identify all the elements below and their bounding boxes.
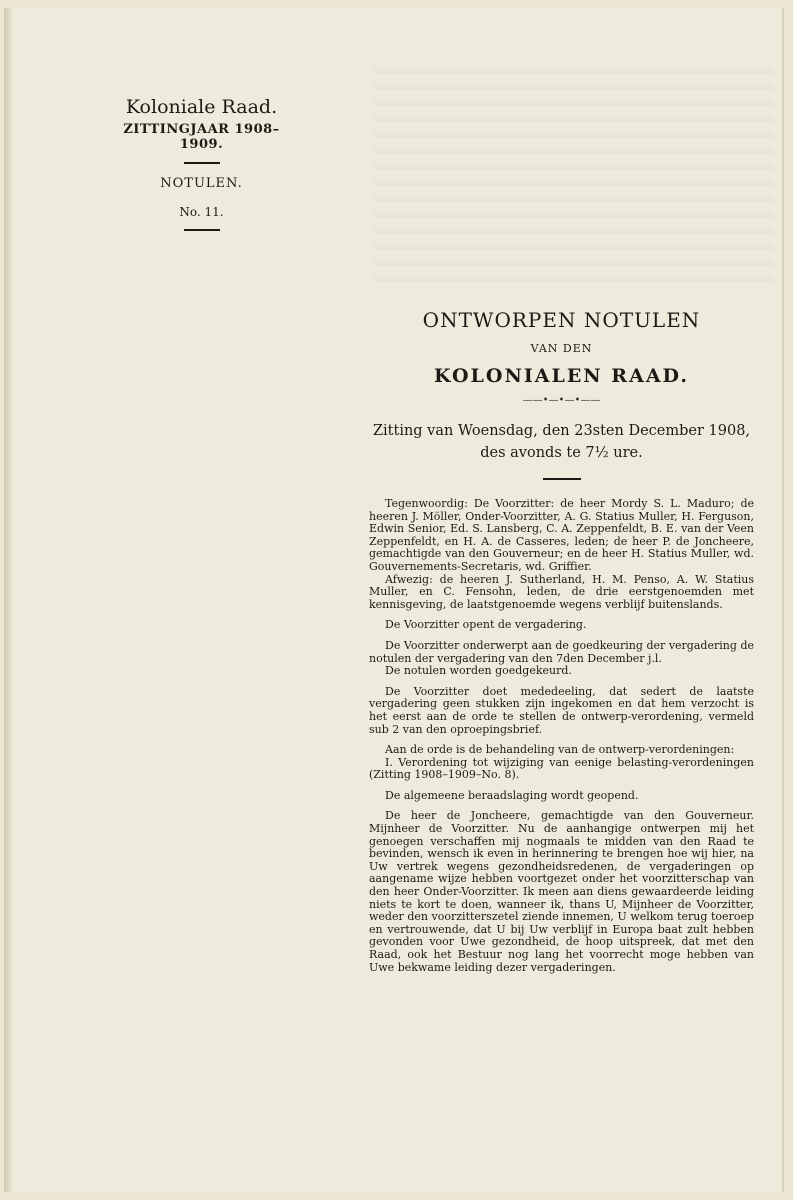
paragraph-agenda-item: I. Verordening tot wijziging van eenige belasting-verordeningen (Zitting 1908–1909–No. 8). — [369, 755, 754, 782]
bleed-through-text — [374, 68, 774, 288]
heading-line3: KOLONIALEN RAAD. — [434, 365, 689, 387]
page-gutter-shadow — [4, 8, 12, 1192]
paragraph: De Voorzitter opent de vergadering. — [385, 618, 587, 632]
masthead — [104, 88, 299, 231]
paragraph: Aan de orde is de behandeling van de ontwerp-verordeningen: — [385, 743, 735, 757]
paragraph: De Voorzitter onderwerpt aan de goedkeuring der vergadering de notulen der vergadering van den 7den December j.l. — [369, 638, 754, 665]
main-column — [369, 308, 754, 982]
paragraph: De notulen worden goedgekeurd. — [385, 664, 572, 678]
council-title: Koloniale Raad. — [125, 96, 278, 118]
notulen-label: NOTULEN. — [160, 176, 243, 191]
session-line2: des avonds te 7½ ure. — [480, 445, 643, 461]
heading-line1: ONTWORPEN NOTULEN — [422, 308, 701, 332]
rule — [184, 229, 220, 231]
body-text — [369, 498, 754, 974]
rule — [184, 162, 220, 164]
document-page — [4, 8, 784, 1192]
paragraph-absent: Afwezig: de heeren J. Sutherland, H. M. Penso, A. W. Statius Muller, en C. Fensohn, leden, de drie eerstgenoemden met kennisgeving, de laatstgenoemde wegens verblijf buitenslands. — [369, 572, 754, 611]
session-line1: Zitting van Woensdag, den 23sten December 1908, — [372, 423, 751, 439]
session-year: ZITTINGJAAR 1908–1909. — [123, 122, 280, 152]
issue-number: No. 11. — [179, 205, 224, 219]
rule — [543, 478, 581, 480]
session-info — [369, 420, 754, 464]
paragraph-speech: De heer de Joncheere, gemachtigde van den Gouverneur. Mijnheer de Voorzitter. Nu de aanhangige ontwerpen mij het genoegen verschaffen mij nogmaals te midden van den Raad te bevinden, wensch ik even in herinnering te brengen hoe wij hier, na Uw vertrek wegens gezondheidsredenen, de vergaderingen op aangename wijze hebben voortgezet onder het voorzitterschap van den heer Onder-Voorzitter. Ik meen aan diens gewaardeerde leiding niets te kort te doen, wanneer ik, thans U, Mijnheer de Voorzitter, weder den voorzitterszetel ziende innemen, U welkom terug toeroep en vertrouwende, dat U bij Uw verblijf in Europa baat zult hebben gevonden voor Uwe gezondheid, de hoop uitspreek, dat met den Raad, ook het Bestuur nog lang het voorrecht moge hebben van Uwe bekwame leiding dezer vergaderingen. — [369, 809, 754, 974]
paragraph: De algemeene beraadslaging wordt geopend. — [385, 788, 639, 802]
paragraph-present: Tegenwoordig: De Voorzitter: de heer Mordy S. L. Maduro; de heeren J. Möller, Onder-Voorzitter, A. G. Statius Muller, H. Ferguson, Edwin Senior, Ed. S. Lansberg, C. A. Zeppenfeldt, B. E. van der Veen Zeppenfeldt, en H. A. de Casseres, leden; de heer P. de Joncheere, gemachtigde van den Gouverneur; en de heer H. Statius Muller, wd. Gouvernements-Secretaris, wd. Griffier. — [369, 497, 754, 573]
ornament-divider: ——•—•—•—— — [522, 395, 601, 406]
heading-line2: VAN DEN — [530, 342, 593, 355]
paragraph: De Voorzitter doet mededeeling, dat sedert de laatste vergadering geen stukken zijn ingekomen en dat hem verzocht is het eerst aan de orde te stellen de ontwerp-verordening, vermeld sub 2 van den oproepingsbrief. — [369, 684, 754, 736]
